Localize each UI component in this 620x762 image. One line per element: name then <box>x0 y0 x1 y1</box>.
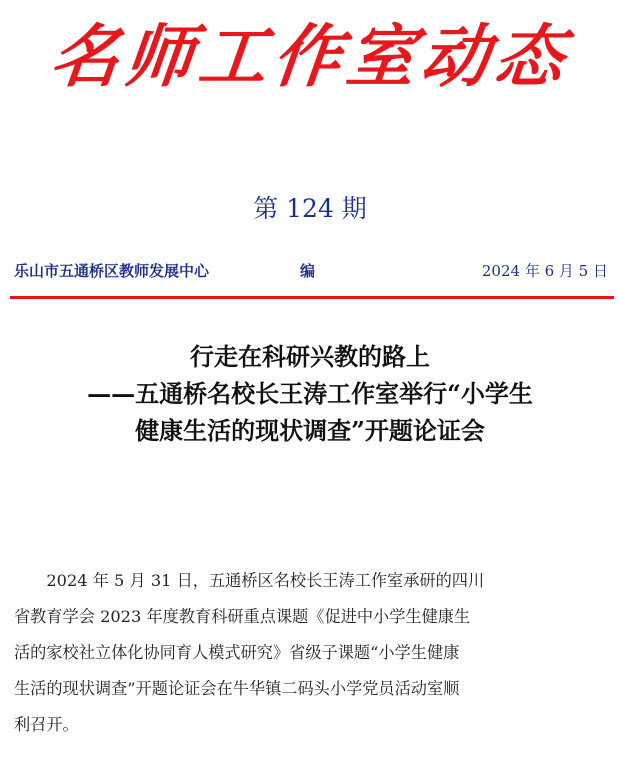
issue-number: 第 124 期 <box>253 194 367 223</box>
publish-date: 2024 年 6 月 5 日 <box>481 262 608 280</box>
body-line: 省教育学会 2023 年度教育科研重点课题《促进中小学生健康生 <box>14 607 471 626</box>
article-title <box>0 338 620 449</box>
article-subtitle-line: ——五通桥名校长王涛工作室举行“小学生 <box>87 379 533 408</box>
publisher-name: 乐山市五通桥区教师发展中心 <box>14 262 210 280</box>
article-subtitle-line: 健康生活的现状调查”开题论证会 <box>135 416 485 445</box>
newsletter-masthead: 名师工作室动态 <box>46 18 574 97</box>
body-line: 2024 年 5 月 31 日，五通桥区名校长王涛工作室承研的四川 <box>14 571 485 590</box>
header-divider <box>10 296 614 299</box>
body-line: 活的家校社立体化协同育人模式研究》省级子课题“小学生健康 <box>14 643 460 662</box>
body-line: 利召开。 <box>14 715 79 734</box>
body-line: 生活的现状调查”开题论证会在牛华镇二码头小学党员活动室顺 <box>14 679 460 698</box>
article-title-line: 行走在科研兴教的路上 <box>190 342 430 371</box>
edited-by-label: 编 <box>300 262 316 280</box>
article-body <box>14 563 610 743</box>
